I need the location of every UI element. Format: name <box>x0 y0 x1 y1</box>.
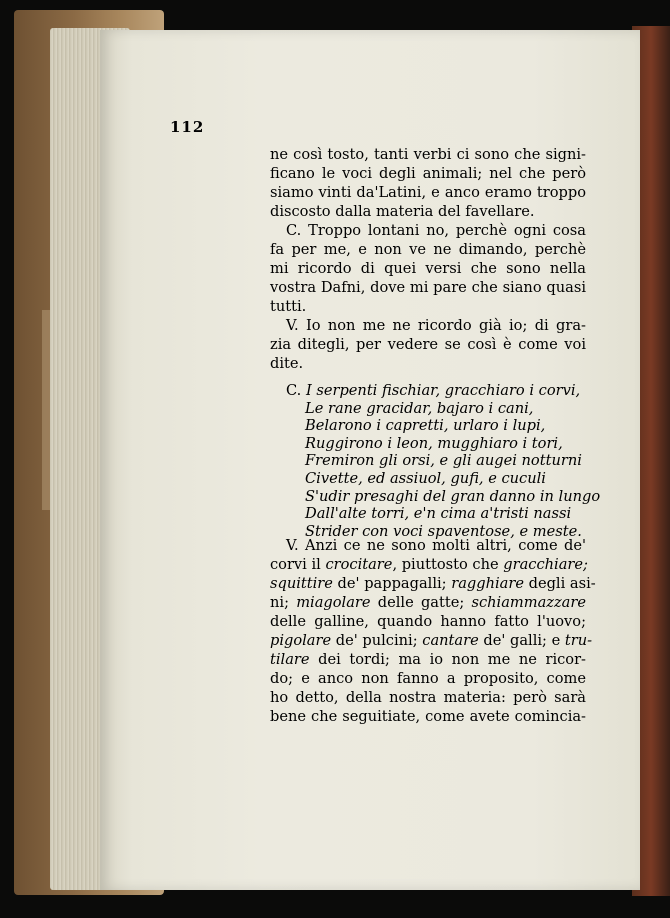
text-run: ho detto, della nostra materia: però sarà <box>270 689 586 706</box>
italic-term: squittire <box>270 575 333 592</box>
verse-line-1 <box>286 382 606 400</box>
text-run: , piuttosto che <box>392 556 504 573</box>
italic-term: miagolare <box>296 594 371 611</box>
italic-term: tilare <box>270 651 310 668</box>
text-line: mi ricordo di quei versi che sono nella <box>270 260 586 277</box>
italic-term: schiammazzare <box>471 594 586 611</box>
text-line: ficano le voci degli animali; nel che però <box>270 165 586 182</box>
verse-line: Dall'alte torri, e'n cima a'tristi nassi <box>305 505 572 523</box>
text-line <box>270 555 586 574</box>
text-line: siamo vinti da'Latini, e anco eramo troppo <box>270 184 586 201</box>
verse-line: Strider con voci spaventose, e meste. <box>305 522 582 540</box>
italic-term: cantare <box>422 632 479 649</box>
text-line: fa per me, e non ve ne dimando, perchè <box>270 241 586 258</box>
text-line <box>270 612 586 631</box>
text-line <box>270 707 586 726</box>
dialogue-block-2 <box>270 536 596 726</box>
italic-term: pigolare <box>270 632 332 649</box>
verse-line: Civette, ed assiuol, gufi, e cuculi <box>305 469 546 487</box>
text-line: V. Io non me ne ricordo già io; di gra- <box>286 317 586 334</box>
text-line: vostra Dafni, dove mi pare che siano quasi <box>270 279 586 296</box>
text-run: delle gatte; <box>370 594 472 611</box>
text-run: de' galli; e <box>478 632 565 649</box>
italic-term: ragghiare <box>451 575 524 592</box>
italic-term: crocitare <box>325 556 393 573</box>
text-line: tutti. <box>270 298 307 315</box>
text-line <box>270 669 586 688</box>
text-run: delle galline, quando hanno fatto l'uovo; <box>270 613 586 630</box>
page-number: 112 <box>170 118 205 136</box>
text-run: bene che seguitiate, come avete comincia- <box>270 708 586 725</box>
text-line <box>270 688 586 707</box>
italic-term: gracchiare; <box>503 556 588 573</box>
text-run: corvi il <box>270 556 326 573</box>
text-run: V. Anzi ce ne sono molti altri, come de' <box>286 537 586 554</box>
text-run: degli asi- <box>523 575 596 592</box>
italic-term: tru- <box>564 632 593 649</box>
text-run: de' pulcini; <box>331 632 423 649</box>
text-line: zia ditegli, per vedere se così è come voi <box>270 336 586 353</box>
text-line: ne così tosto, tanti verbi ci sono che signi- <box>270 146 586 163</box>
text-run: dei tordi; ma io non me ne ricor- <box>309 651 586 668</box>
text-line <box>270 631 593 650</box>
text-run: do; e anco non fanno a proposito, come <box>270 670 586 687</box>
text-line: C. Troppo lontani no, perchè ogni cosa <box>286 222 586 239</box>
text-line <box>270 536 586 555</box>
verse-line: Fremiron gli orsi, e gli augei notturni <box>305 452 582 470</box>
text-line <box>270 650 586 669</box>
verse-line: Le rane gracidar, bajaro i cani, <box>305 399 534 417</box>
text-line <box>270 593 586 612</box>
verse-line: Ruggirono i leon, mugghiaro i tori, <box>305 434 563 452</box>
speaker-label: C. <box>286 382 302 399</box>
dialogue-block-1 <box>270 145 586 373</box>
verse-block <box>286 382 606 540</box>
verse-text: I serpenti fischiar, gracchiaro i corvi, <box>305 382 581 399</box>
text-line: discosto dalla materia del favellare. <box>270 203 535 220</box>
verse-line: S'udir presaghi del gran danno in lungo <box>305 487 601 505</box>
verse-line: Belarono i capretti, urlaro i lupi, <box>305 417 546 435</box>
text-run: de' pappagalli; <box>332 575 452 592</box>
text-run: ni; <box>270 594 297 611</box>
text-line: dite. <box>270 355 304 372</box>
text-line <box>270 574 596 593</box>
